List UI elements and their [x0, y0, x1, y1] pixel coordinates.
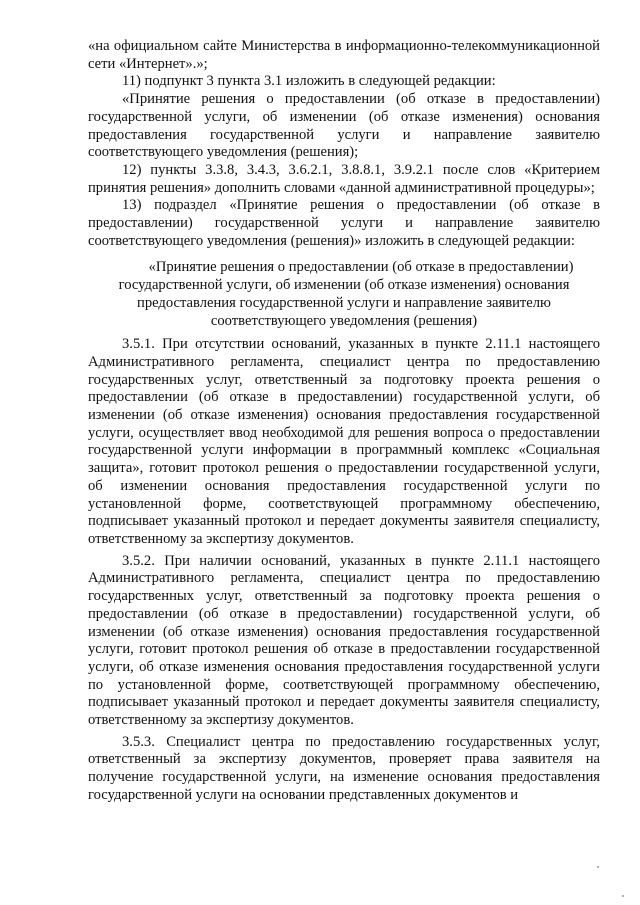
amendment-item-12: 12) пункты 3.3.8, 3.4.3, 3.6.2.1, 3.8.8.1, 3.9.2.1 после слов «Критерием принятия решения» дополнить словами «данной административной процедуры»; [88, 161, 600, 196]
subsection-heading-line: государственной услуги, об изменении (об отказе изменения) основания [118, 277, 570, 294]
document-body [88, 38, 600, 805]
amendment-item-11: 11) подпункт 3 пункта 3.1 изложить в следующей редакции: [122, 73, 496, 90]
subsection-heading-line: предоставления государственной услуги и направление заявителю [137, 294, 551, 311]
subsection-heading-line: «Принятие решения о предоставлении (об отказе в предоставлении) [148, 259, 574, 276]
clause-3-5-1: 3.5.1. При отсутствии оснований, указанных в пункте 2.11.1 настоящего Административного регламента, специалист центра по предоставлению государственных услуг, ответственный за подготовку проекта решения о предоставлении (об отказе в предоставлении) государственной услуги, об изменении (об отказе изменения) основания предоставления государственной услуги, осуществляет ввод необходимой для решения вопроса о предоставлении государственной услуги информации в программный комплекс «Социальная защита», готовит протокол решения о предоставлении государственной услуги, об изменении основания предоставления государственной услуги по установленной форме, соответствующей программному обеспечению, подписывает указанный протокол и передает документы заявителя специалисту, ответственному за экспертизу документов. [88, 336, 600, 547]
amendment-item-11-text: «Принятие решения о предоставлении (об отказе в предоставлении) государственной услуги, об изменении (об отказе изменения) основания предоставления государственной услуги и направление заявителю соответствующего уведомления (решения); [88, 91, 600, 161]
scan-speck [597, 866, 599, 868]
subsection-heading-line: соответствующего уведомления (решения) [210, 312, 478, 329]
continuation-paragraph: «на официальном сайте Министерства в информационно-телекоммуникационной сети «Интернет».»; [88, 38, 600, 72]
scan-speck [622, 895, 624, 897]
amendment-item-13: 13) подраздел «Принятие решения о предоставлении (об отказе в предоставлении) государственной услуги и направление заявителю соответствующего уведомления (решения)» изложить в следующей редакции: [88, 197, 600, 249]
clause-3-5-3: 3.5.3. Специалист центра по предоставлению государственных услуг, ответственный за экспертизу документов, проверяет права заявителя на получение государственной услуги, на изменение основания предоставления государственной услуги на основании представленных документов и [88, 733, 600, 803]
clause-3-5-2: 3.5.2. При наличии оснований, указанных в пункте 2.11.1 настоящего Административного регламента, специалист центра по предоставлению государственных услуг, ответственный за подготовку проекта решения о предоставлении (об отказе в предоставлении) государственной услуги, об изменении (об отказе изменения) основания предоставления государственной услуги, готовит протокол решения об отказе в предоставлении государственной услуги, об отказе изменения основания предоставления государственной услуги по установленной форме, соответствующей программному обеспечению, подписывает указанный протокол и передает документы заявителя специалисту, ответственному за экспертизу документов. [88, 552, 600, 729]
subsection-heading [88, 259, 600, 330]
